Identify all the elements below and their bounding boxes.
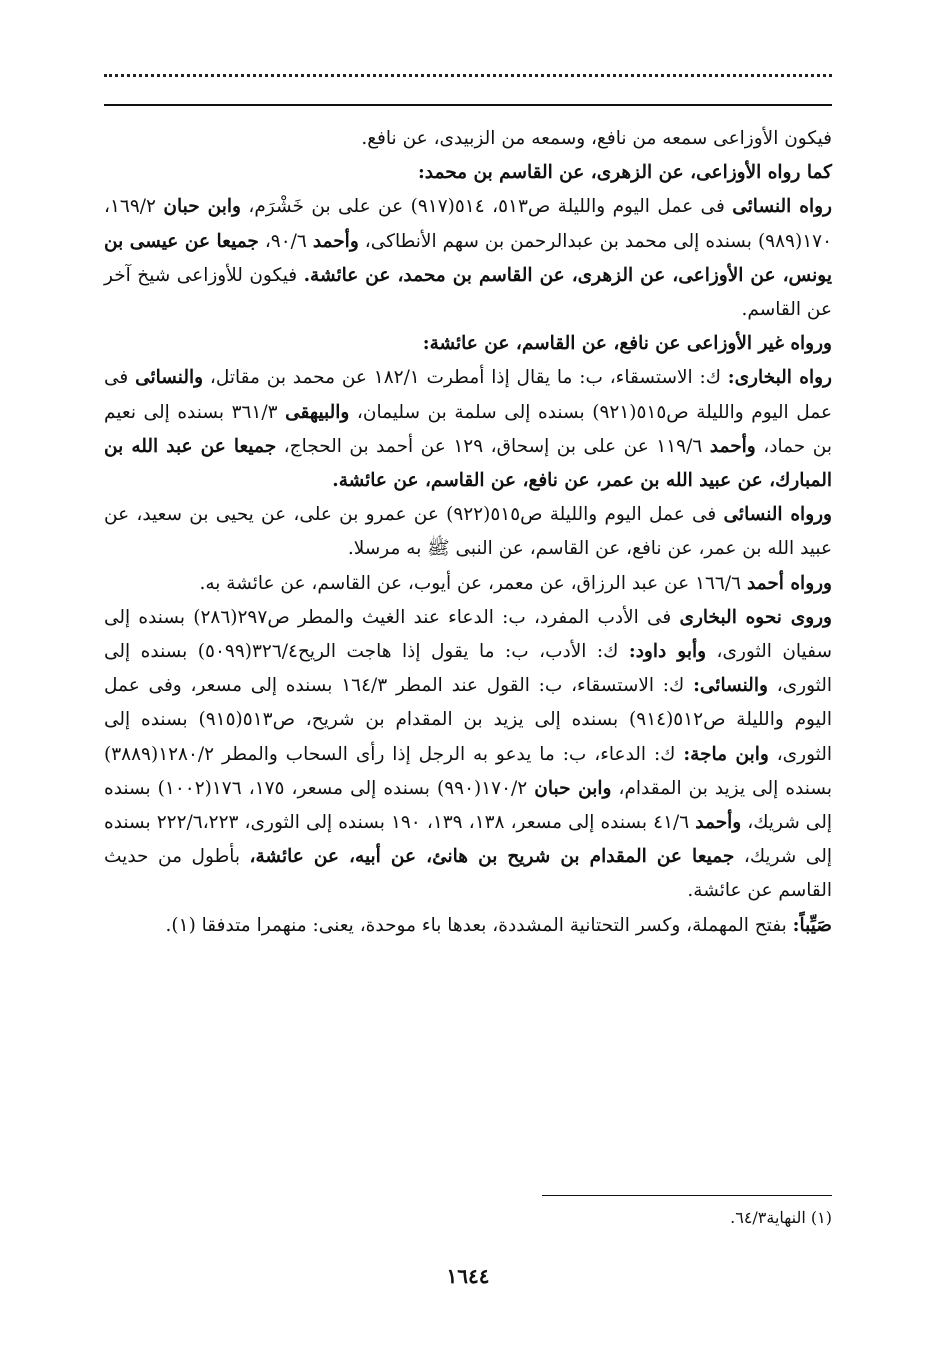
text-run: ك: الدعاء، ب: ما يدعو به الرجل إذا رأى السحاب والمطر ١٢٨٠/٢(٣٨٨٩) بسنده إلى يزيد بن المقدام،	[104, 743, 832, 799]
text-run: ٣٦١/٣ بسنده إلى نعيم بن حماد،	[104, 401, 832, 457]
text-run: فى عمل اليوم والليلة ص٥١٣، ٥١٤(٩١٧) عن على بن خَشْرَم،	[240, 196, 733, 218]
bold-text: صَيِّباً:	[792, 914, 832, 936]
bold-text: والنسائى	[135, 367, 204, 389]
paragraph	[104, 498, 832, 566]
text-run: ٩٠/٦،	[258, 230, 313, 252]
paragraph	[104, 327, 832, 361]
header-dotted-line	[104, 74, 832, 77]
paragraph	[104, 156, 832, 190]
paragraph	[104, 601, 832, 909]
bold-text: ورواه غير الأوزاعى عن نافع، عن القاسم، عن عائشة:	[422, 333, 832, 355]
text-run: بفتح المهملة، وكسر التحتانية المشددة، بعدها باء موحدة، يعنى: منهمرا متدفقا	[195, 914, 793, 936]
text-run: فى عمل اليوم والليلة ص٥١٥(٩٢٢) عن عمرو بن على، عن يحيى بن سعيد، عن عبيد الله بن عمر، عن نافع، عن القاسم، عن النبى ﷺ به مرسلا.	[104, 504, 832, 560]
text-run: (١).	[165, 914, 196, 936]
bold-text: وأحمد	[312, 230, 359, 252]
text-run: ك: الاستسقاء، ب: ما يقال إذا أمطرت ١٨٢/١ عن محمد بن مقاتل،	[203, 367, 728, 389]
text-run: ١٦٦/٦ عن عبد الرزاق، عن معمر، عن أيوب، عن القاسم، عن عائشة به.	[199, 572, 747, 594]
text-run: ١١٩/٦ عن على بن إسحاق، ١٢٩ عن أحمد بن الحجاج،	[276, 435, 710, 457]
bold-text: جميعا عن عبد الله بن المبارك، عن عبيد الله بن عمر، عن نافع، عن القاسم، عن عائشة.	[104, 435, 832, 492]
bold-text: رواه النسائى	[732, 196, 832, 218]
text-run: بأطول من حديث القاسم عن عائشة.	[104, 846, 832, 902]
text-run: فيكون الأوزاعى سمعه من نافع، وسمعه من الزبيدى، عن نافع.	[361, 128, 832, 149]
bold-text: ورواه النسائى	[723, 504, 832, 526]
bold-text: ورواه أحمد	[746, 572, 832, 594]
bold-text: وأحمد	[695, 812, 742, 834]
text-run: فيكون للأوزاعى شيخ آخر عن القاسم.	[104, 264, 832, 321]
paragraph	[104, 361, 832, 498]
bold-text: كما رواه الأوزاعى، عن الزهرى، عن القاسم بن محمد:	[417, 162, 832, 184]
bold-text: رواه البخارى:	[727, 367, 832, 389]
text-run: ك: الاستسقاء، ب: القول عند المطر ١٦٤/٣ بسنده إلى مسعر، وفى عمل اليوم والليلة ص٥١٢(٩١٤) بسنده إلى يزيد بن المقدام بن شريح، ص٥١٣(٩١٥) بسنده إلى الثورى،	[104, 675, 832, 765]
bold-text: والنسائى:	[693, 675, 768, 697]
text-run: فى عمل اليوم والليلة ص٥١٥(٩٢١) بسنده إلى سلمة بن سليمان،	[104, 367, 832, 423]
footnote: (١) النهاية٦٤/٣.	[730, 1208, 832, 1227]
bold-text: وروى نحوه البخارى	[679, 606, 832, 628]
paragraph	[104, 122, 832, 156]
text-run: ١٧٠/٢(٩٩٠) بسنده إلى مسعر، ١٧٥، ١٧٦(١٠٠٢) بسنده إلى شريك،	[104, 777, 832, 834]
paragraph	[104, 190, 832, 327]
bold-text: وابن حبان	[163, 196, 241, 218]
bold-text: جميعا عن المقدام بن شريح بن هانئ، عن أبيه، عن عائشة،	[249, 846, 735, 868]
text-run: ١٦٩/٢، ١٧٠(٩٨٩) بسنده إلى محمد بن عبدالرحمن بن سهم الأنطاكى،	[104, 196, 833, 252]
footnote-separator	[542, 1195, 832, 1196]
page-number: ١٦٤٤	[446, 1264, 490, 1288]
bold-text: وابن ماجة:	[683, 743, 769, 765]
bold-text: وأبو داود:	[628, 641, 707, 663]
bold-text: والبيهقى	[285, 401, 350, 423]
header-rule	[104, 104, 832, 106]
paragraph	[104, 567, 832, 601]
text-run: ك: الأدب، ب: ما يقول إذا هاجت الريح٣٢٦/٤(٥٠٩٩) بسنده إلى الثورى،	[104, 641, 832, 697]
main-text	[104, 122, 832, 943]
text-run: ٤١/٦ بسنده إلى مسعر، ١٣٨، ١٣٩، ١٩٠ بسنده إلى الثورى، ٢٢٢/٦،٢٢٣ بسنده إلى شريك،	[104, 812, 832, 868]
bold-text: جميعا عن عيسى بن يونس، عن الأوزاعى، عن الزهرى، عن القاسم بن محمد، عن عائشة.	[104, 230, 832, 286]
text-run: فى الأدب المفرد، ب: الدعاء عند الغيث والمطر ص٢٩٧(٢٨٦) بسنده إلى سفيان الثورى،	[104, 606, 832, 663]
paragraph	[104, 909, 832, 943]
bold-text: وابن حبان	[534, 777, 612, 799]
bold-text: وأحمد	[709, 435, 756, 457]
